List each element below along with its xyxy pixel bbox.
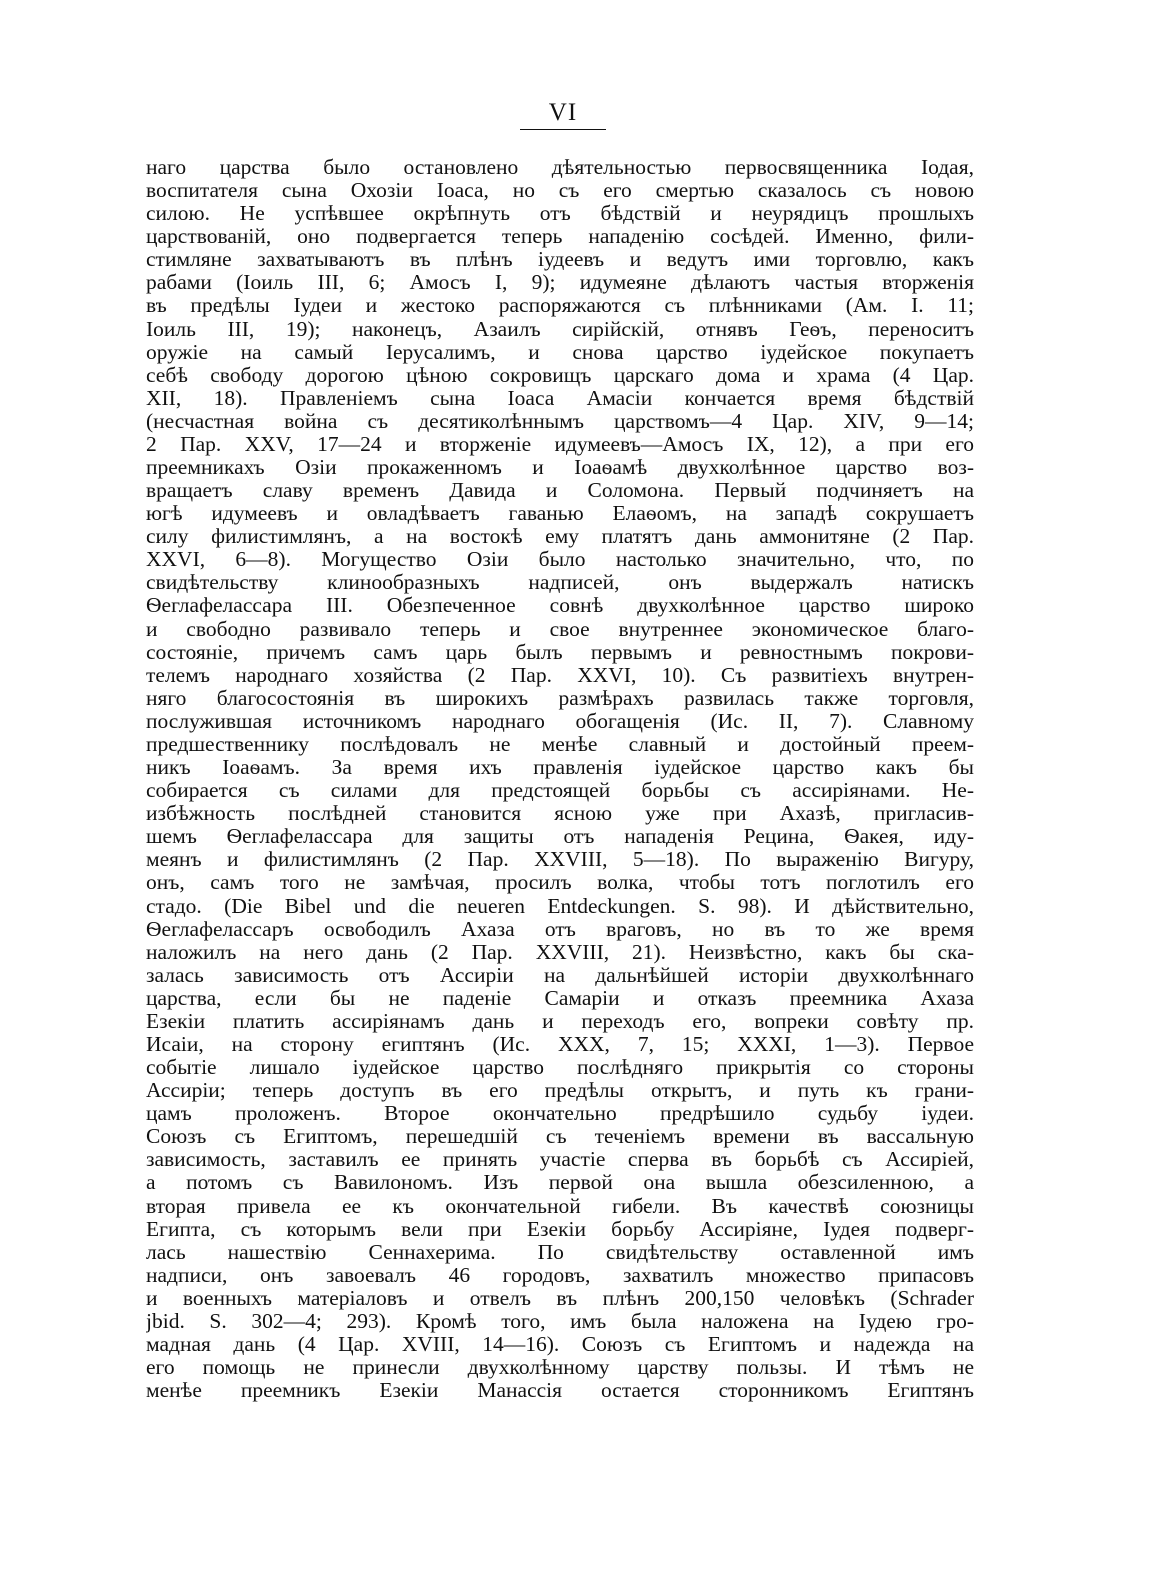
text-line: себѣ свободу дорогою цѣною сокровищъ царскаго дома и храма (4 Цар. [146, 363, 974, 387]
text-line: шемъ Ѳеглафелассара для защиты отъ нападенія Рецина, Ѳакея, иду- [146, 825, 974, 849]
text-line: въ предѣлы Іудеи и жестоко распоряжаются съ плѣнниками (Ам. I. 11; [146, 294, 974, 318]
text-line: а потомъ съ Вавилономъ. Изъ первой она вышла обезсиленною, а [146, 1171, 974, 1195]
text-line: силою. Не успѣвшее окрѣпнуть отъ бѣдствій и неурядицъ прошлыхъ [146, 202, 974, 226]
text-line: стимляне захватываютъ въ плѣнъ іудеевъ и ведутъ ими торговлю, какъ [146, 248, 974, 272]
text-line: няго благосостоянія въ широкихъ размѣрахъ развилась также торговля, [146, 686, 974, 710]
text-line: и свободно развивало теперь и свое внутреннее экономическое благо- [146, 617, 974, 641]
text-line: Союзъ съ Египтомъ, перешедшій съ теченіемъ времени въ вассальную [146, 1125, 974, 1149]
text-line: онъ, самъ того не замѣчая, просилъ волка, чтобы тотъ поглотилъ его [146, 871, 974, 895]
text-line: jbid. S. 302—4; 293). Кромѣ того, имъ была наложена на Іудею гро- [146, 1309, 974, 1333]
text-line: меянъ и филистимлянъ (2 Пар. XXVIII, 5—18). По выраженію Вигуру, [146, 848, 974, 872]
text-line: состояніе, причемъ самъ царь былъ первымъ и ревностнымъ покрови- [146, 640, 974, 664]
text-line: менѣе преемникъ Езекіи Манассія остается сторонникомъ Египтянъ [146, 1379, 974, 1403]
text-line: лась нашествію Сеннахерима. По свидѣтельству оставленной имъ [146, 1240, 974, 1264]
text-line: наложилъ на него дань (2 Пар. XXVIII, 21). Неизвѣстно, какъ бы ска- [146, 940, 974, 964]
text-line: свидѣтельству клинообразныхъ надписей, онъ выдержалъ натискъ [146, 571, 974, 595]
body-text [146, 156, 974, 1402]
text-line: Исаіи, на сторону египтянъ (Ис. XXX, 7, 15; XXXI, 1—3). Первое [146, 1032, 974, 1056]
text-line: надписи, онъ завоевалъ 46 городовъ, захватилъ множество припасовъ [146, 1263, 974, 1287]
text-line: силу филистимлянъ, а на востокѣ ему платятъ дань аммонитяне (2 Пар. [146, 525, 974, 549]
text-line: воспитателя сына Охозіи Іоаса, но съ его смертью сказалось съ новою [146, 179, 974, 203]
text-line: Ассиріи; теперь доступъ въ его предѣлы открытъ, и путь къ грани- [146, 1079, 974, 1103]
text-line: стадо. (Die Bibel und die neueren Entdeckungen. S. 98). И дѣйствительно, [146, 894, 974, 918]
text-line: Іоиль III, 19); наконецъ, Азаилъ сирійскій, отнявъ Геѳъ, переноситъ [146, 317, 974, 341]
text-line: телемъ народнаго хозяйства (2 Пар. XXVI, 10). Съ развитіехъ внутрен- [146, 663, 974, 687]
text-line: Ѳеглафелассаръ освободилъ Ахаза отъ враговъ, но въ то же время [146, 917, 974, 941]
text-line: его помощь не принесли двухколѣнному царству пользы. И тѣмъ не [146, 1356, 974, 1380]
text-line: югѣ идумеевъ и овладѣваетъ гаванью Елаѳомъ, на западѣ сокрушаетъ [146, 502, 974, 526]
text-line: избѣжность послѣдней становится ясною уже при Ахазѣ, пригласив- [146, 802, 974, 826]
text-line: (несчастная война съ десятиколѣннымъ царствомъ—4 Цар. XIV, 9—14; [146, 409, 974, 433]
text-line: Египта, съ которымъ вели при Езекіи борьбу Ассиріяне, Іудея подверг- [146, 1217, 974, 1241]
text-line: Ѳеглафелассара III. Обезпеченное совнѣ двухколѣнное царство широко [146, 594, 974, 618]
text-line: залась зависимость отъ Ассиріи на дальнѣйшей исторіи двухколѣннаго [146, 963, 974, 987]
text-line: вторая привела ее къ окончательной гибели. Въ качествѣ союзницы [146, 1194, 974, 1218]
text-line: наго царства было остановлено дѣятельностью первосвященника Іодая, [146, 156, 974, 179]
text-line: вращаетъ славу временъ Давида и Соломона. Первый подчиняетъ на [146, 479, 974, 503]
text-line: послужившая источникомъ народнаго обогащенія (Ис. II, 7). Славному [146, 709, 974, 733]
page-number-rule [520, 129, 606, 130]
text-line: XII, 18). Правленіемъ сына Іоаса Амасіи кончается время бѣдствій [146, 386, 974, 410]
text-line: 2 Пар. XXV, 17—24 и вторженіе идумеевъ—Амосъ IX, 12), а при его [146, 432, 974, 456]
text-line: царствованій, оно подвергается теперь нападенію сосѣдей. Именно, фили- [146, 225, 974, 249]
text-line: событіе лишало іудейское царство послѣдняго прикрытія со стороны [146, 1056, 974, 1080]
text-line: преемникахъ Озіи прокаженномъ и Іоаѳамѣ двухколѣнное царство воз- [146, 456, 974, 480]
text-line: собирается съ силами для предстоящей борьбы съ ассиріянами. Не- [146, 779, 974, 803]
text-line: оружіе на самый Іерусалимъ, и снова царство іудейское покупаетъ [146, 340, 974, 364]
text-line: Езекіи платить ассиріянамъ дань и переходъ его, вопреки совѣту пр. [146, 1009, 974, 1033]
text-line: зависимость, заставилъ ее принять участіе сперва въ борьбѣ съ Ассиріей, [146, 1148, 974, 1172]
text-line: предшественнику послѣдовалъ не менѣе славный и достойный преем- [146, 732, 974, 756]
text-line: XXVI, 6—8). Могущество Озіи было настолько значительно, что, по [146, 548, 974, 572]
text-line: и военныхъ матеріаловъ и отвелъ въ плѣнъ 200,150 человѣкъ (Schrader [146, 1286, 974, 1310]
text-line: царства, если бы не паденіе Самаріи и отказъ преемника Ахаза [146, 986, 974, 1010]
page-number: VI [548, 99, 578, 126]
text-line: мадная дань (4 Цар. XVIII, 14—16). Союзъ съ Египтомъ и надежда на [146, 1332, 974, 1356]
text-line: никъ Іоаѳамъ. За время ихъ правленія іудейское царство какъ бы [146, 756, 974, 780]
text-line: цамъ проложенъ. Второе окончательно предрѣшило судьбу іудеи. [146, 1102, 974, 1126]
text-line: рабами (Іоиль III, 6; Амосъ I, 9); идумеяне дѣлаютъ частыя вторженія [146, 271, 974, 295]
